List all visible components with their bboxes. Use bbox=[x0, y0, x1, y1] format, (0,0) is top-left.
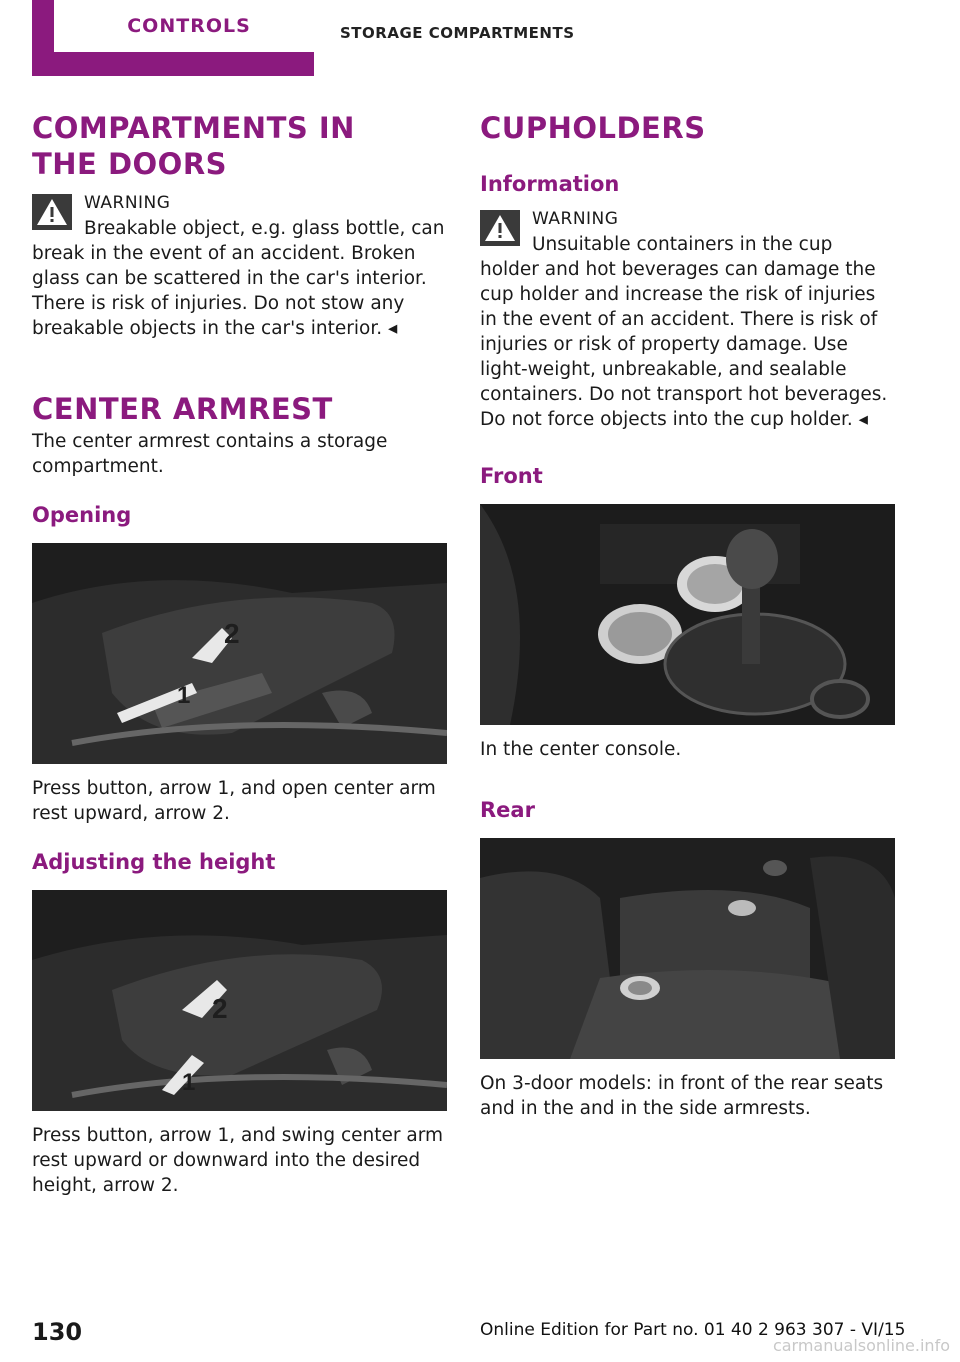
opening-caption: Press button, arrow 1, and open center arm rest upward, arrow 2. bbox=[32, 778, 436, 824]
arrow-1-label: 1 bbox=[182, 1069, 196, 1096]
warning-triangle-icon bbox=[32, 194, 72, 230]
armrest-height-illustration bbox=[32, 890, 447, 1111]
armrest-opening-photo bbox=[32, 543, 447, 764]
section-label: STORAGE COMPARTMENTS bbox=[340, 24, 575, 42]
watermark: carmanualsonline.info bbox=[772, 1336, 950, 1355]
warning-label: WARNING bbox=[532, 209, 619, 229]
rear-cupholder-photo bbox=[480, 838, 895, 1059]
information-title: Information bbox=[480, 172, 620, 196]
chapter-tab-inner bbox=[54, 0, 324, 52]
armrest-intro: The center armrest contains a storage compartment. bbox=[32, 431, 388, 477]
edition-line: Online Edition for Part no. 01 40 2 963 307 - VI/15 bbox=[480, 1320, 906, 1340]
height-title: Adjusting the height bbox=[32, 850, 276, 874]
front-cupholder-photo bbox=[480, 504, 895, 725]
height-caption: Press button, arrow 1, and swing center arm rest upward or downward into the desired height, arrow 2. bbox=[32, 1125, 444, 1196]
front-title: Front bbox=[480, 464, 543, 488]
chapter-label: CONTROLS bbox=[127, 15, 251, 37]
right-column bbox=[480, 110, 895, 1121]
doors-warning-text: Breakable object, e.g. glass bottle, can break in the event of an accident. Broken glass can be scattered in the car's interior. There is risk of injuries. Do not stow any breakable objects in the car's interior. ◂ bbox=[32, 218, 445, 339]
end-mark-icon: ◂ bbox=[382, 318, 398, 339]
arrow-1-label: 1 bbox=[177, 682, 191, 709]
armrest-opening-illustration bbox=[32, 543, 447, 764]
warning-label: WARNING bbox=[84, 193, 171, 213]
rear-caption: On 3-door models: in front of the rear seats and in the and in the side armrests. bbox=[480, 1073, 884, 1119]
rear-cupholder-illustration bbox=[480, 838, 895, 1059]
cup-warning-text: Unsuitable containers in the cup holder and hot beverages can damage the cup holder and increase the risk of injuries in the event of an accident. There is risk of injuries or risk of property damage. Use light-weight, unbreakable, and sealable containers. Do not transport hot beverages. Do not force objects into the cup holder. ◂ bbox=[480, 234, 888, 430]
front-cupholder-illustration bbox=[480, 504, 895, 725]
front-caption: In the center console. bbox=[480, 739, 682, 760]
doors-warning bbox=[32, 190, 447, 341]
doors-title: COMPARTMENTS IN THE DOORS bbox=[32, 111, 355, 181]
left-column bbox=[32, 110, 447, 1198]
end-mark-icon: ◂ bbox=[852, 409, 868, 430]
warning-triangle-icon bbox=[480, 210, 520, 246]
opening-title: Opening bbox=[32, 503, 132, 527]
cupholders-title: CUPHOLDERS bbox=[480, 111, 706, 145]
cup-warning bbox=[480, 206, 895, 432]
rear-title: Rear bbox=[480, 798, 535, 822]
armrest-height-photo bbox=[32, 890, 447, 1111]
arrow-2-label: 2 bbox=[224, 618, 240, 649]
page-number: 130 bbox=[32, 1318, 83, 1346]
armrest-title: CENTER ARMREST bbox=[32, 392, 333, 426]
chapter-tab bbox=[32, 0, 314, 76]
arrow-2-label: 2 bbox=[212, 993, 228, 1024]
